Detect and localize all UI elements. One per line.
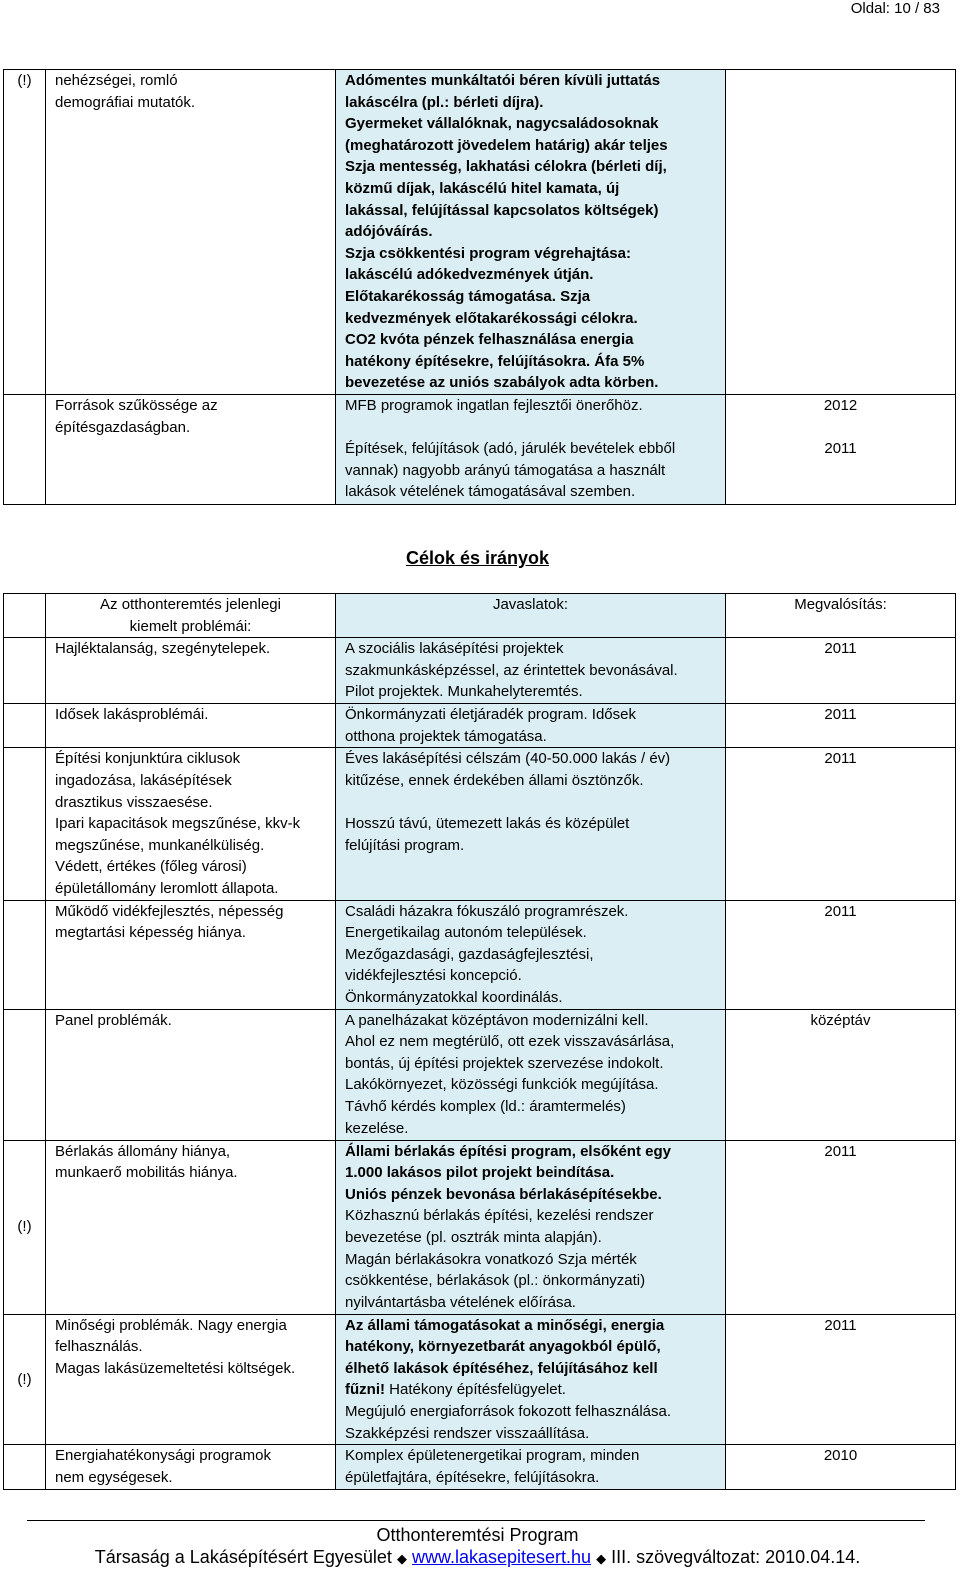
problem-line: Építési konjunktúra ciklusok bbox=[55, 750, 241, 768]
proposal-cell bbox=[336, 395, 726, 505]
proposal-line: Ahol ez nem megtérülő, ott ezek visszavásárlása, bbox=[345, 1033, 675, 1051]
problem-line: nehézségei, romló bbox=[55, 72, 178, 89]
problem-cell bbox=[46, 395, 336, 505]
proposal-line: A panelházakat középtávon modernizálni kell. bbox=[345, 1011, 649, 1029]
footer-program: Otthonteremtési Program bbox=[376, 1525, 579, 1545]
priority-mark: (!) bbox=[4, 1314, 46, 1445]
proposal-line: Adómentes munkáltatói béren kívüli juttatás bbox=[345, 72, 661, 89]
priority-mark bbox=[4, 900, 46, 1009]
proposal-cell bbox=[336, 1314, 726, 1445]
priority-mark bbox=[4, 1445, 46, 1490]
proposal-cell bbox=[336, 748, 726, 900]
year-cell bbox=[726, 70, 956, 395]
problem-line: Ipari kapacitások megszűnése, kkv-k bbox=[55, 815, 301, 833]
mark-header bbox=[4, 594, 46, 638]
proposal-line: Közhasznú bérlakás építési, kezelési rendszer bbox=[345, 1207, 654, 1225]
year-cell: 2011 bbox=[726, 1314, 956, 1445]
problem-cell bbox=[46, 748, 336, 900]
year-cell: 2011 bbox=[726, 704, 956, 748]
proposal-line: Magán bérlakásokra vonatkozó Szja mérték bbox=[345, 1250, 637, 1268]
proposal-line: CO2 kvóta pénzek felhasználása energia bbox=[345, 331, 634, 349]
proposal-cell bbox=[336, 1140, 726, 1314]
problem-cell bbox=[46, 1314, 336, 1445]
proposal-line: Megújuló energiaforrások fokozott felhasználása. bbox=[345, 1402, 672, 1420]
proposal-line: Az állami támogatásokat a minőségi, energia bbox=[345, 1316, 665, 1334]
proposal-line: kedvezmények előtakarékossági célokra. bbox=[345, 309, 638, 327]
problem-line: épületállomány leromlott állapota. bbox=[55, 879, 279, 897]
problem-cell bbox=[46, 704, 336, 748]
proposal-line: lakáscélra (pl.: bérleti díjra). bbox=[345, 93, 544, 111]
priority-mark: (!) bbox=[4, 70, 46, 395]
proposal-line: Szja csökkentési program végrehajtása: bbox=[345, 244, 631, 262]
footer-org: Társaság a Lakásépítésért Egyesület bbox=[94, 1547, 392, 1567]
proposal-line: felújítási program. bbox=[345, 836, 465, 854]
problem-cell bbox=[46, 1009, 336, 1140]
proposal-cell bbox=[336, 70, 726, 395]
proposal-line: hatékony, környezetbarát anyagokból épülő, bbox=[345, 1338, 661, 1356]
year-cell: 2011 bbox=[726, 748, 956, 900]
proposal-line: Komplex épületenergetikai program, minden bbox=[345, 1447, 640, 1465]
year-cell: 2011 bbox=[726, 638, 956, 704]
problem-line: Működő vidékfejlesztés, népesség bbox=[55, 902, 284, 920]
footer-version: III. szövegváltozat: 2010.04.14. bbox=[611, 1547, 861, 1567]
proposal-line: hatékony építésekre, felújításokra. Áfa 5% bbox=[345, 352, 645, 370]
table-row bbox=[4, 1009, 956, 1140]
proposal-line: adójóváírás. bbox=[345, 223, 433, 241]
proposal-line: kezelése. bbox=[345, 1119, 409, 1137]
proposal-line: Építések, felújítások (adó, járulék bevételek ebből bbox=[345, 440, 676, 458]
proposal-line: Szakképzési rendszer visszaállítása. bbox=[345, 1424, 590, 1442]
problems-header bbox=[46, 594, 336, 638]
proposal-line: Uniós pénzek bevonása bérlakásépítésekbe. bbox=[345, 1185, 662, 1203]
proposal-line: szakmunkásképzéssel, az érintettek bevonásával. bbox=[345, 661, 678, 679]
problem-line: Bérlakás állomány hiánya, bbox=[55, 1142, 231, 1160]
proposal-line: MFB programok ingatlan fejlesztői önerőhöz. bbox=[345, 397, 643, 414]
problem-cell bbox=[46, 1445, 336, 1490]
table-row bbox=[4, 1140, 956, 1314]
diamond-icon: ◆ bbox=[596, 1551, 607, 1566]
proposal-cell bbox=[336, 900, 726, 1009]
problem-cell bbox=[46, 70, 336, 395]
proposal-line: (meghatározott jövedelem határig) akár teljes bbox=[345, 136, 668, 154]
table-row bbox=[4, 748, 956, 900]
year-cell bbox=[726, 395, 956, 505]
problem-line: építésgazdaságban. bbox=[55, 418, 191, 436]
proposal-line: Önkormányzatokkal koordinálás. bbox=[345, 988, 563, 1006]
priority-mark: (!) bbox=[4, 1140, 46, 1314]
problem-line: Idősek lakásproblémái. bbox=[55, 706, 209, 724]
proposal-line: Állami bérlakás építési program, elsőként egy bbox=[345, 1142, 671, 1160]
problem-cell bbox=[46, 638, 336, 704]
table-row bbox=[4, 900, 956, 1009]
footer-divider bbox=[27, 1520, 925, 1521]
year-cell: 2010 bbox=[726, 1445, 956, 1490]
proposal-line: bevezetése (pl. osztrák minta alapján). bbox=[345, 1228, 602, 1246]
section-title: Célok és irányok bbox=[405, 548, 550, 568]
proposal-line: Szja mentesség, lakhatási célokra (bérleti díj, bbox=[345, 158, 667, 176]
problem-line: megszűnése, munkanélküliség. bbox=[55, 836, 265, 854]
priority-mark bbox=[4, 748, 46, 900]
problem-line: munkaerő mobilitás hiánya. bbox=[55, 1164, 238, 1182]
proposal-line: nyilvántartásba vételének előírása. bbox=[345, 1293, 576, 1311]
proposal-line: Hosszú távú, ütemezett lakás és középület bbox=[345, 815, 630, 833]
problem-line: demográfiai mutatók. bbox=[55, 93, 196, 111]
proposal-line: lakások vételének támogatásával szemben. bbox=[345, 483, 636, 501]
proposal-line: Mezőgazdasági, gazdaságfejlesztési, bbox=[345, 945, 594, 963]
proposal-line: lakáscélú adókedvezmények útján. bbox=[345, 266, 594, 284]
proposal-tail: Hatékony építésfelügyelet. bbox=[384, 1381, 566, 1399]
proposal-line: közmű díjak, lakáscélú hitel kamata, új bbox=[345, 179, 620, 197]
year-cell: középtáv bbox=[726, 1009, 956, 1140]
proposal-bold-tail: fűzni! bbox=[345, 1381, 385, 1399]
year-cell: 2011 bbox=[726, 900, 956, 1009]
year-value: 2012 bbox=[823, 397, 858, 414]
proposal-line: Előtakarékosság támogatása. Szja bbox=[345, 287, 591, 305]
problem-line: Források szűkössége az bbox=[55, 397, 218, 414]
problem-line: Magas lakásüzemeltetési költségek. bbox=[55, 1359, 296, 1377]
footer-link[interactable]: www.lakasepitesert.hu bbox=[411, 1547, 592, 1567]
goals-table bbox=[3, 593, 956, 1490]
proposal-line: Családi házakra fókuszáló programrészek. bbox=[345, 902, 629, 920]
priority-mark bbox=[4, 395, 46, 505]
proposal-line bbox=[345, 1379, 725, 1401]
table-header-row bbox=[4, 594, 956, 638]
proposal-line: Gyermeket vállalóknak, nagycsaládosoknak bbox=[345, 115, 659, 133]
problem-line: drasztikus visszaesése. bbox=[55, 793, 213, 811]
problem-line: Energiahatékonysági programok bbox=[55, 1447, 271, 1465]
proposal-line: Önkormányzati életjáradék program. Idősek bbox=[345, 706, 636, 724]
table-row bbox=[4, 638, 956, 704]
diamond-icon: ◆ bbox=[396, 1551, 407, 1566]
problems-header-line: Az otthonteremtés jelenlegi bbox=[100, 596, 281, 613]
realization-header: Megvalósítás: bbox=[726, 594, 956, 638]
priority-mark bbox=[4, 1009, 46, 1140]
problem-line: Hajléktalanság, szegénytelepek. bbox=[55, 640, 271, 658]
footer-info bbox=[0, 1546, 955, 1570]
proposal-line: Éves lakásépítési célszám (40-50.000 lakás / év) bbox=[345, 750, 671, 768]
table-row bbox=[4, 704, 956, 748]
proposal-line: A szociális lakásépítési projektek bbox=[345, 640, 564, 658]
proposal-line: bontás, új építési projektek szervezése indokolt. bbox=[345, 1054, 664, 1072]
proposal-cell bbox=[336, 638, 726, 704]
proposal-line: vannak) nagyobb arányú támogatása a használt bbox=[345, 461, 666, 479]
problems-header-line: kiemelt problémái: bbox=[129, 617, 252, 635]
proposal-cell bbox=[336, 1009, 726, 1140]
proposal-line: lakással, felújítással kapcsolatos költségek) bbox=[345, 201, 659, 219]
year-value: 2011 bbox=[824, 440, 857, 458]
problem-cell bbox=[46, 1140, 336, 1314]
table-row bbox=[4, 1445, 956, 1490]
continuation-table bbox=[3, 69, 956, 505]
proposal-line: Lakókörnyezet, közösségi funkciók megújítása. bbox=[345, 1076, 659, 1094]
table-row bbox=[4, 1314, 956, 1445]
proposal-line: bevezetése az uniós szabályok adta körben. bbox=[345, 374, 659, 392]
problem-line: ingadozása, lakásépítések bbox=[55, 771, 232, 789]
problem-line: Védett, értékes (főleg városi) bbox=[55, 858, 247, 876]
year-cell: 2011 bbox=[726, 1140, 956, 1314]
proposal-line: épületfajtára, építésekre, felújításokra. bbox=[345, 1468, 600, 1486]
proposal-line: vidékfejlesztési koncepció. bbox=[345, 967, 522, 985]
problem-line: felhasználás. bbox=[55, 1338, 143, 1356]
problem-cell bbox=[46, 900, 336, 1009]
proposal-line: Pilot projektek. Munkahelyteremtés. bbox=[345, 683, 583, 701]
proposal-line: otthona projektek támogatása. bbox=[345, 727, 547, 745]
proposal-line: élhető lakások építéséhez, felújításához kell bbox=[345, 1359, 658, 1377]
proposal-line: 1.000 lakásos pilot projekt beindítása. bbox=[345, 1164, 615, 1182]
priority-mark bbox=[4, 638, 46, 704]
problem-line: megtartási képesség hiánya. bbox=[55, 924, 246, 942]
problem-line: Panel problémák. bbox=[55, 1011, 172, 1029]
proposal-line: kitűzése, ennek érdekében állami ösztönzők. bbox=[345, 771, 644, 789]
priority-mark bbox=[4, 704, 46, 748]
proposal-cell bbox=[336, 704, 726, 748]
page-number: Oldal: 10 / 83 bbox=[850, 0, 940, 17]
proposals-header: Javaslatok: bbox=[336, 594, 726, 638]
proposal-cell bbox=[336, 1445, 726, 1490]
problem-line: Minőségi problémák. Nagy energia bbox=[55, 1316, 287, 1334]
proposal-line: Távhő kérdés komplex (ld.: áramtermelés) bbox=[345, 1097, 626, 1115]
proposal-line: csökkentése, bérlakások (pl.: önkormányzati) bbox=[345, 1272, 646, 1290]
proposal-line: Energetikailag autonóm települések. bbox=[345, 924, 587, 942]
problem-line: nem egységesek. bbox=[55, 1468, 173, 1486]
